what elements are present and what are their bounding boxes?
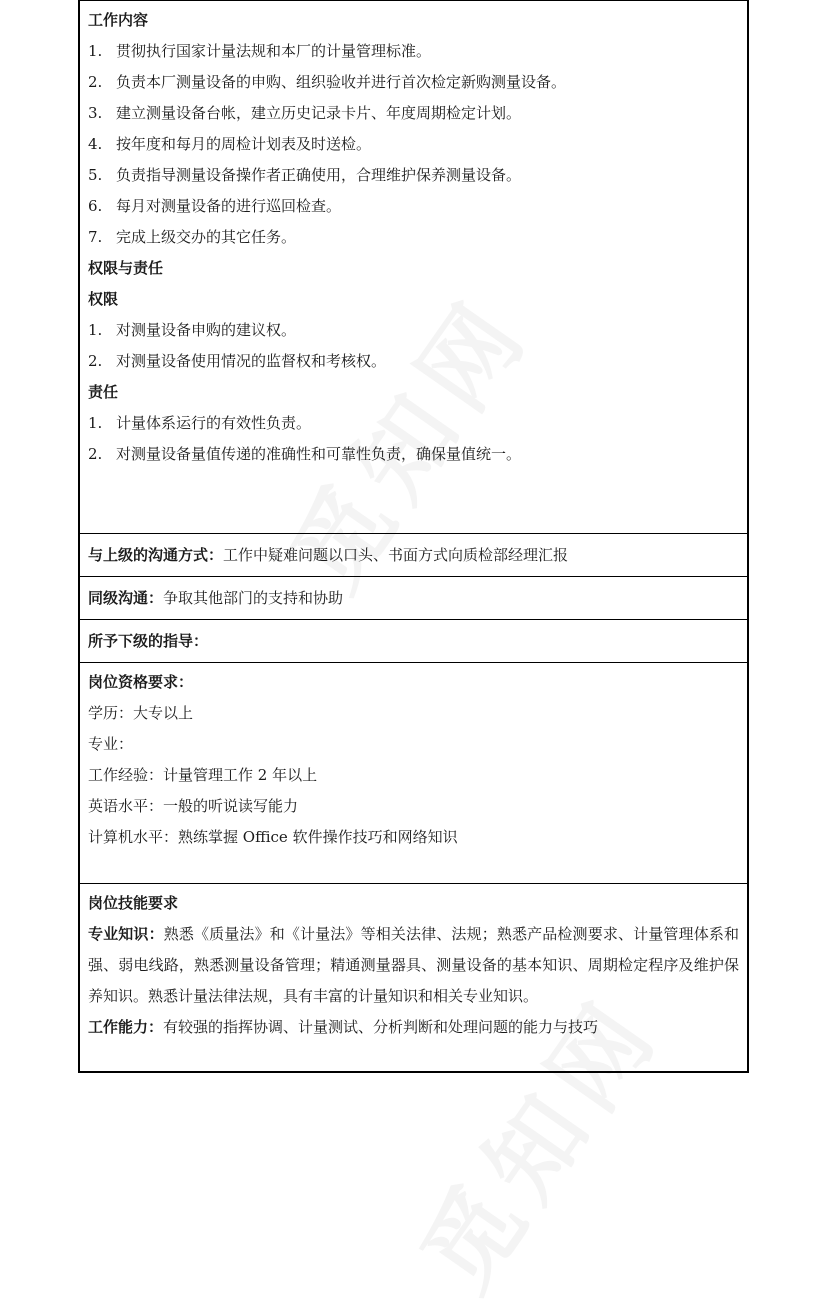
upward-communication — [88, 540, 739, 571]
duty-item — [88, 36, 739, 67]
responsibility-item — [88, 408, 739, 439]
peer-label: 同级沟通： — [88, 589, 164, 607]
ability-label: 工作能力： — [88, 1018, 164, 1036]
ability-paragraph — [88, 1012, 739, 1043]
duty-num: 4. — [88, 135, 103, 153]
duty-text: 贯彻执行国家计量法规和本厂的计量管理标准。 — [116, 42, 432, 60]
knowledge-paragraph — [88, 919, 739, 1012]
subordinate-label: 所予下级的指导： — [88, 632, 209, 650]
right-item — [88, 346, 739, 377]
duty-item — [88, 160, 739, 191]
duty-text: 建立测量设备台帐，建立历史记录卡片、年度周期检定计划。 — [116, 104, 522, 122]
education-requirement: 学历：大专以上 — [88, 704, 194, 722]
duty-item — [88, 222, 739, 253]
upward-label: 与上级的沟通方式： — [88, 546, 224, 564]
skills-cell — [80, 884, 747, 1071]
subordinate-guidance-cell — [80, 620, 747, 663]
duty-num: 3. — [88, 104, 103, 122]
duty-text: 负责指导测量设备操作者正确使用，合理维护保养测量设备。 — [116, 166, 522, 184]
duty-text: 完成上级交办的其它任务。 — [116, 228, 297, 246]
responsibility-num: 2. — [88, 445, 103, 463]
peer-communication-cell — [80, 577, 747, 620]
right-text: 对测量设备申购的建议权。 — [116, 321, 297, 339]
rights-resp-title: 权限与责任 — [88, 259, 164, 277]
upward-communication-cell — [80, 534, 747, 577]
duty-item — [88, 191, 739, 222]
experience-requirement: 工作经验：计量管理工作 2 年以上 — [88, 766, 318, 784]
qualification-title: 岗位资格要求： — [88, 673, 194, 691]
responsibility-text: 计量体系运行的有效性负责。 — [116, 414, 312, 432]
knowledge-text: 熟悉《质量法》和《计量法》等相关法律、法规；熟悉产品检测要求、计量管理体系和强、弱电线路，熟悉测量设备管理；精通测量器具、测量设备的基本知识、周期检定程序及维护保养知识。熟悉计量法律法规，具有丰富的计量知识和相关专业知识。 — [88, 925, 739, 1005]
responsibility-item — [88, 439, 739, 470]
knowledge-label: 专业知识： — [88, 925, 164, 943]
major-requirement: 专业： — [88, 735, 134, 753]
duty-item — [88, 98, 739, 129]
duty-num: 2. — [88, 73, 103, 91]
duty-item — [88, 129, 739, 160]
responsibility-title: 责任 — [88, 383, 119, 401]
peer-communication — [88, 583, 739, 614]
skills-title: 岗位技能要求 — [88, 894, 179, 912]
duty-num: 7. — [88, 228, 103, 246]
computer-requirement: 计算机水平：熟练掌握 Office 软件操作技巧和网络知识 — [88, 828, 458, 846]
upward-value: 工作中疑难问题以口头、书面方式向质检部经理汇报 — [223, 546, 569, 564]
right-text: 对测量设备使用情况的监督权和考核权。 — [116, 352, 387, 370]
duty-item — [88, 67, 739, 98]
duty-text: 按年度和每月的周检计划表及时送检。 — [116, 135, 372, 153]
duty-num: 5. — [88, 166, 103, 184]
peer-value: 争取其他部门的支持和协助 — [163, 589, 344, 607]
responsibility-text: 对测量设备量值传递的准确性和可靠性负责，确保量值统一。 — [116, 445, 522, 463]
english-requirement: 英语水平：一般的听说读写能力 — [88, 797, 299, 815]
duties-title: 工作内容 — [88, 11, 149, 29]
responsibility-num: 1. — [88, 414, 103, 432]
rights-title: 权限 — [88, 290, 119, 308]
right-item — [88, 315, 739, 346]
duties-cell — [80, 1, 747, 534]
duty-num: 1. — [88, 42, 103, 60]
duty-num: 6. — [88, 197, 103, 215]
qualification-cell — [80, 663, 747, 884]
right-num: 2. — [88, 352, 103, 370]
job-description-table — [78, 0, 749, 1073]
right-num: 1. — [88, 321, 103, 339]
ability-text: 有较强的指挥协调、计量测试、分析判断和处理问题的能力与技巧 — [163, 1018, 599, 1036]
duty-text: 负责本厂测量设备的申购、组织验收并进行首次检定新购测量设备。 — [116, 73, 567, 91]
duty-text: 每月对测量设备的进行巡回检查。 — [116, 197, 342, 215]
